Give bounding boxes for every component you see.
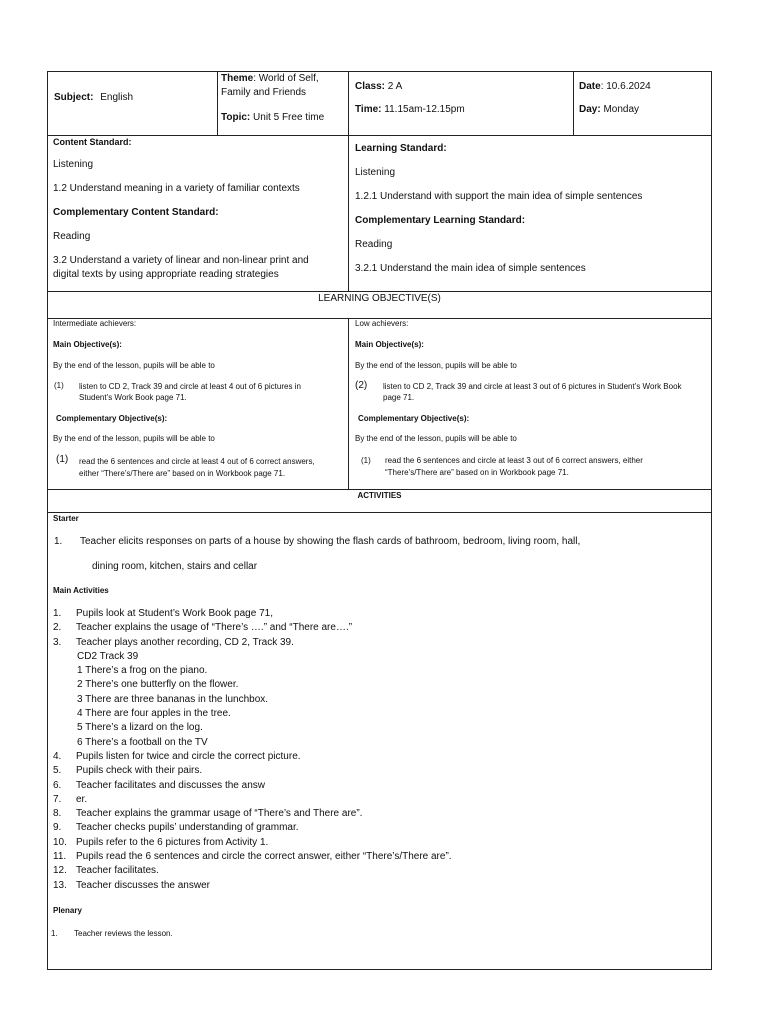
low-intro: By the end of the lesson, pupils will be able to bbox=[355, 361, 517, 370]
list-item: 12. Teacher facilitates. bbox=[53, 865, 159, 877]
content-skill: Listening bbox=[53, 159, 94, 170]
divider bbox=[48, 291, 711, 292]
intermediate-comp-number: (1) bbox=[56, 454, 69, 465]
learning-standard-text: 1.2.1 Understand with support the main idea of simple sentences bbox=[355, 191, 643, 202]
main-activities-label: Main Activities bbox=[53, 586, 109, 595]
intermediate-main-number: (1) bbox=[54, 381, 64, 390]
list-item: 2. Teacher explains the usage of “There’s ….” and “There are….” bbox=[53, 622, 353, 634]
low-comp-objective-line2: “There’s/There are” based on in Workbook page 71. bbox=[385, 468, 569, 477]
learning-standard-label: Learning Standard: bbox=[355, 143, 447, 154]
topic-value: Unit 5 Free time bbox=[253, 112, 325, 123]
list-item: 11. Pupils read the 6 sentences and circle the correct answer, either “There’s/There are”. bbox=[53, 851, 452, 863]
intermediate-group-label: Intermediate achievers: bbox=[53, 319, 137, 328]
subject-label: Subject: bbox=[54, 92, 94, 103]
intermediate-main-objective-line2: Student’s Work Book page 71. bbox=[79, 393, 187, 402]
lesson-plan-table bbox=[47, 71, 712, 970]
main-activities-list bbox=[53, 607, 693, 650]
low-group-label: Low achievers: bbox=[355, 319, 409, 328]
list-item: 3. Teacher plays another recording, CD 2, Track 39. bbox=[53, 636, 294, 648]
theme-value: : World of Self, bbox=[253, 73, 319, 84]
comp-content-standard-text-line2: digital texts by using appropriate reading strategies bbox=[53, 269, 279, 280]
divider bbox=[48, 135, 711, 136]
intermediate-comp-objective: read the 6 sentences and circle at least 4 out of 6 correct answers, bbox=[79, 457, 315, 466]
starter-text-line2: dining room, kitchen, stairs and cellar bbox=[92, 561, 258, 572]
list-item: 3 There are three bananas in the lunchbox. bbox=[77, 693, 269, 705]
list-item: 4. Pupils listen for twice and circle the correct picture. bbox=[53, 751, 301, 762]
list-item: 6 There’s a football on the TV bbox=[77, 736, 208, 748]
time-label: Time: bbox=[355, 104, 382, 115]
plenary-text: Teacher reviews the lesson. bbox=[74, 929, 173, 938]
starter-number: 1. bbox=[54, 536, 63, 547]
class-field bbox=[355, 81, 402, 92]
list-item: 9. Teacher checks pupils’ understanding of grammar. bbox=[53, 822, 299, 834]
list-item: 1. Pupils look at Student’s Work Book page 71, bbox=[53, 608, 273, 619]
learning-skill: Listening bbox=[355, 167, 396, 178]
divider bbox=[217, 72, 218, 135]
class-label: Class: bbox=[355, 81, 386, 92]
time-field bbox=[355, 104, 465, 115]
comp-learning-standard-label: Complementary Learning Standard: bbox=[355, 215, 526, 226]
intermediate-comp-intro: By the end of the lesson, pupils will be able to bbox=[53, 434, 215, 443]
divider bbox=[348, 318, 349, 489]
theme-field bbox=[221, 73, 319, 84]
low-main-label: Main Objective(s): bbox=[355, 340, 424, 349]
activities-title: ACTIVITIES bbox=[357, 491, 402, 500]
divider bbox=[48, 512, 711, 513]
topic-field bbox=[221, 112, 324, 123]
objectives-title: LEARNING OBJECTIVE(S) bbox=[318, 293, 441, 304]
comp-content-standard-text: 3.2 Understand a variety of linear and non-linear print and bbox=[53, 255, 309, 266]
date-field bbox=[579, 81, 651, 92]
comp-content-standard-label: Complementary Content Standard: bbox=[53, 207, 219, 218]
content-standard-label: Content Standard: bbox=[53, 137, 132, 147]
low-main-objective-line2: page 71. bbox=[383, 393, 415, 402]
content-standard-text: 1.2 Understand meaning in a variety of familiar contexts bbox=[53, 183, 300, 194]
starter-label: Starter bbox=[53, 514, 79, 523]
list-item: 4 There are four apples in the tree. bbox=[77, 708, 231, 720]
subject-field bbox=[54, 92, 133, 103]
divider bbox=[573, 72, 574, 135]
low-main-objective: listen to CD 2, Track 39 and circle at least 3 out of 6 pictures in Student’s Work Book bbox=[383, 382, 682, 391]
list-item: 5. Pupils check with their pairs. bbox=[53, 765, 203, 777]
divider bbox=[48, 489, 711, 490]
comp-learning-standard-text: 3.2.1 Understand the main idea of simple sentences bbox=[355, 263, 586, 274]
track-lines bbox=[77, 650, 268, 750]
starter-text: Teacher elicits responses on parts of a house by showing the flash cards of bathroom, bedroom, living room, hall, bbox=[80, 536, 581, 547]
date-label: Date bbox=[579, 81, 601, 92]
list-item: 7. er. bbox=[53, 793, 88, 805]
list-item: 10. Pupils refer to the 6 pictures from Activity 1. bbox=[53, 836, 269, 848]
low-comp-number: (1) bbox=[361, 456, 371, 465]
list-item: 8. Teacher explains the grammar usage of “There’s and There are”. bbox=[53, 808, 363, 820]
list-item: CD2 Track 39 bbox=[77, 650, 139, 662]
list-item: 2 There’s one butterfly on the flower. bbox=[77, 679, 239, 691]
comp-learning-skill: Reading bbox=[355, 239, 393, 250]
theme-label: Theme bbox=[221, 73, 254, 84]
list-item: 5 There’s a lizard on the log. bbox=[77, 722, 203, 734]
time-value: 11.15am-12.15pm bbox=[384, 104, 465, 115]
divider bbox=[348, 72, 349, 135]
intermediate-comp-objective-line2: either “There’s/There are” based on in Workbook page 71. bbox=[79, 469, 286, 478]
subject-value: English bbox=[100, 92, 134, 103]
plenary-label: Plenary bbox=[53, 906, 82, 915]
list-item: 1 There’s a frog on the piano. bbox=[77, 665, 208, 677]
low-comp-objective: read the 6 sentences and circle at least 3 out of 6 correct answers, either bbox=[385, 456, 643, 465]
intermediate-main-label: Main Objective(s): bbox=[53, 340, 122, 349]
intermediate-intro: By the end of the lesson, pupils will be able to bbox=[53, 361, 215, 370]
low-comp-intro: By the end of the lesson, pupils will be able to bbox=[355, 434, 517, 443]
theme-value-line2: Family and Friends bbox=[221, 87, 307, 98]
intermediate-main-objective: listen to CD 2, Track 39 and circle at least 4 out of 6 pictures in bbox=[79, 382, 301, 391]
topic-label: Topic: bbox=[221, 112, 251, 123]
low-main-number: (2) bbox=[355, 380, 368, 391]
plenary-number: 1. bbox=[51, 929, 58, 938]
day-label: Day: bbox=[579, 104, 601, 115]
divider bbox=[348, 135, 349, 291]
day-field bbox=[579, 104, 639, 115]
list-item: 6. Teacher facilitates and discusses the answ bbox=[53, 779, 265, 791]
day-value: Monday bbox=[603, 104, 640, 115]
date-value: : 10.6.2024 bbox=[600, 81, 651, 92]
low-comp-label: Complementary Objective(s): bbox=[358, 414, 470, 423]
main-activities-list-continued bbox=[53, 750, 693, 893]
comp-content-skill: Reading bbox=[53, 231, 91, 242]
list-item: 13. Teacher discusses the answer bbox=[53, 879, 210, 891]
intermediate-comp-label: Complementary Objective(s): bbox=[56, 414, 168, 423]
class-value: 2 A bbox=[387, 81, 403, 92]
